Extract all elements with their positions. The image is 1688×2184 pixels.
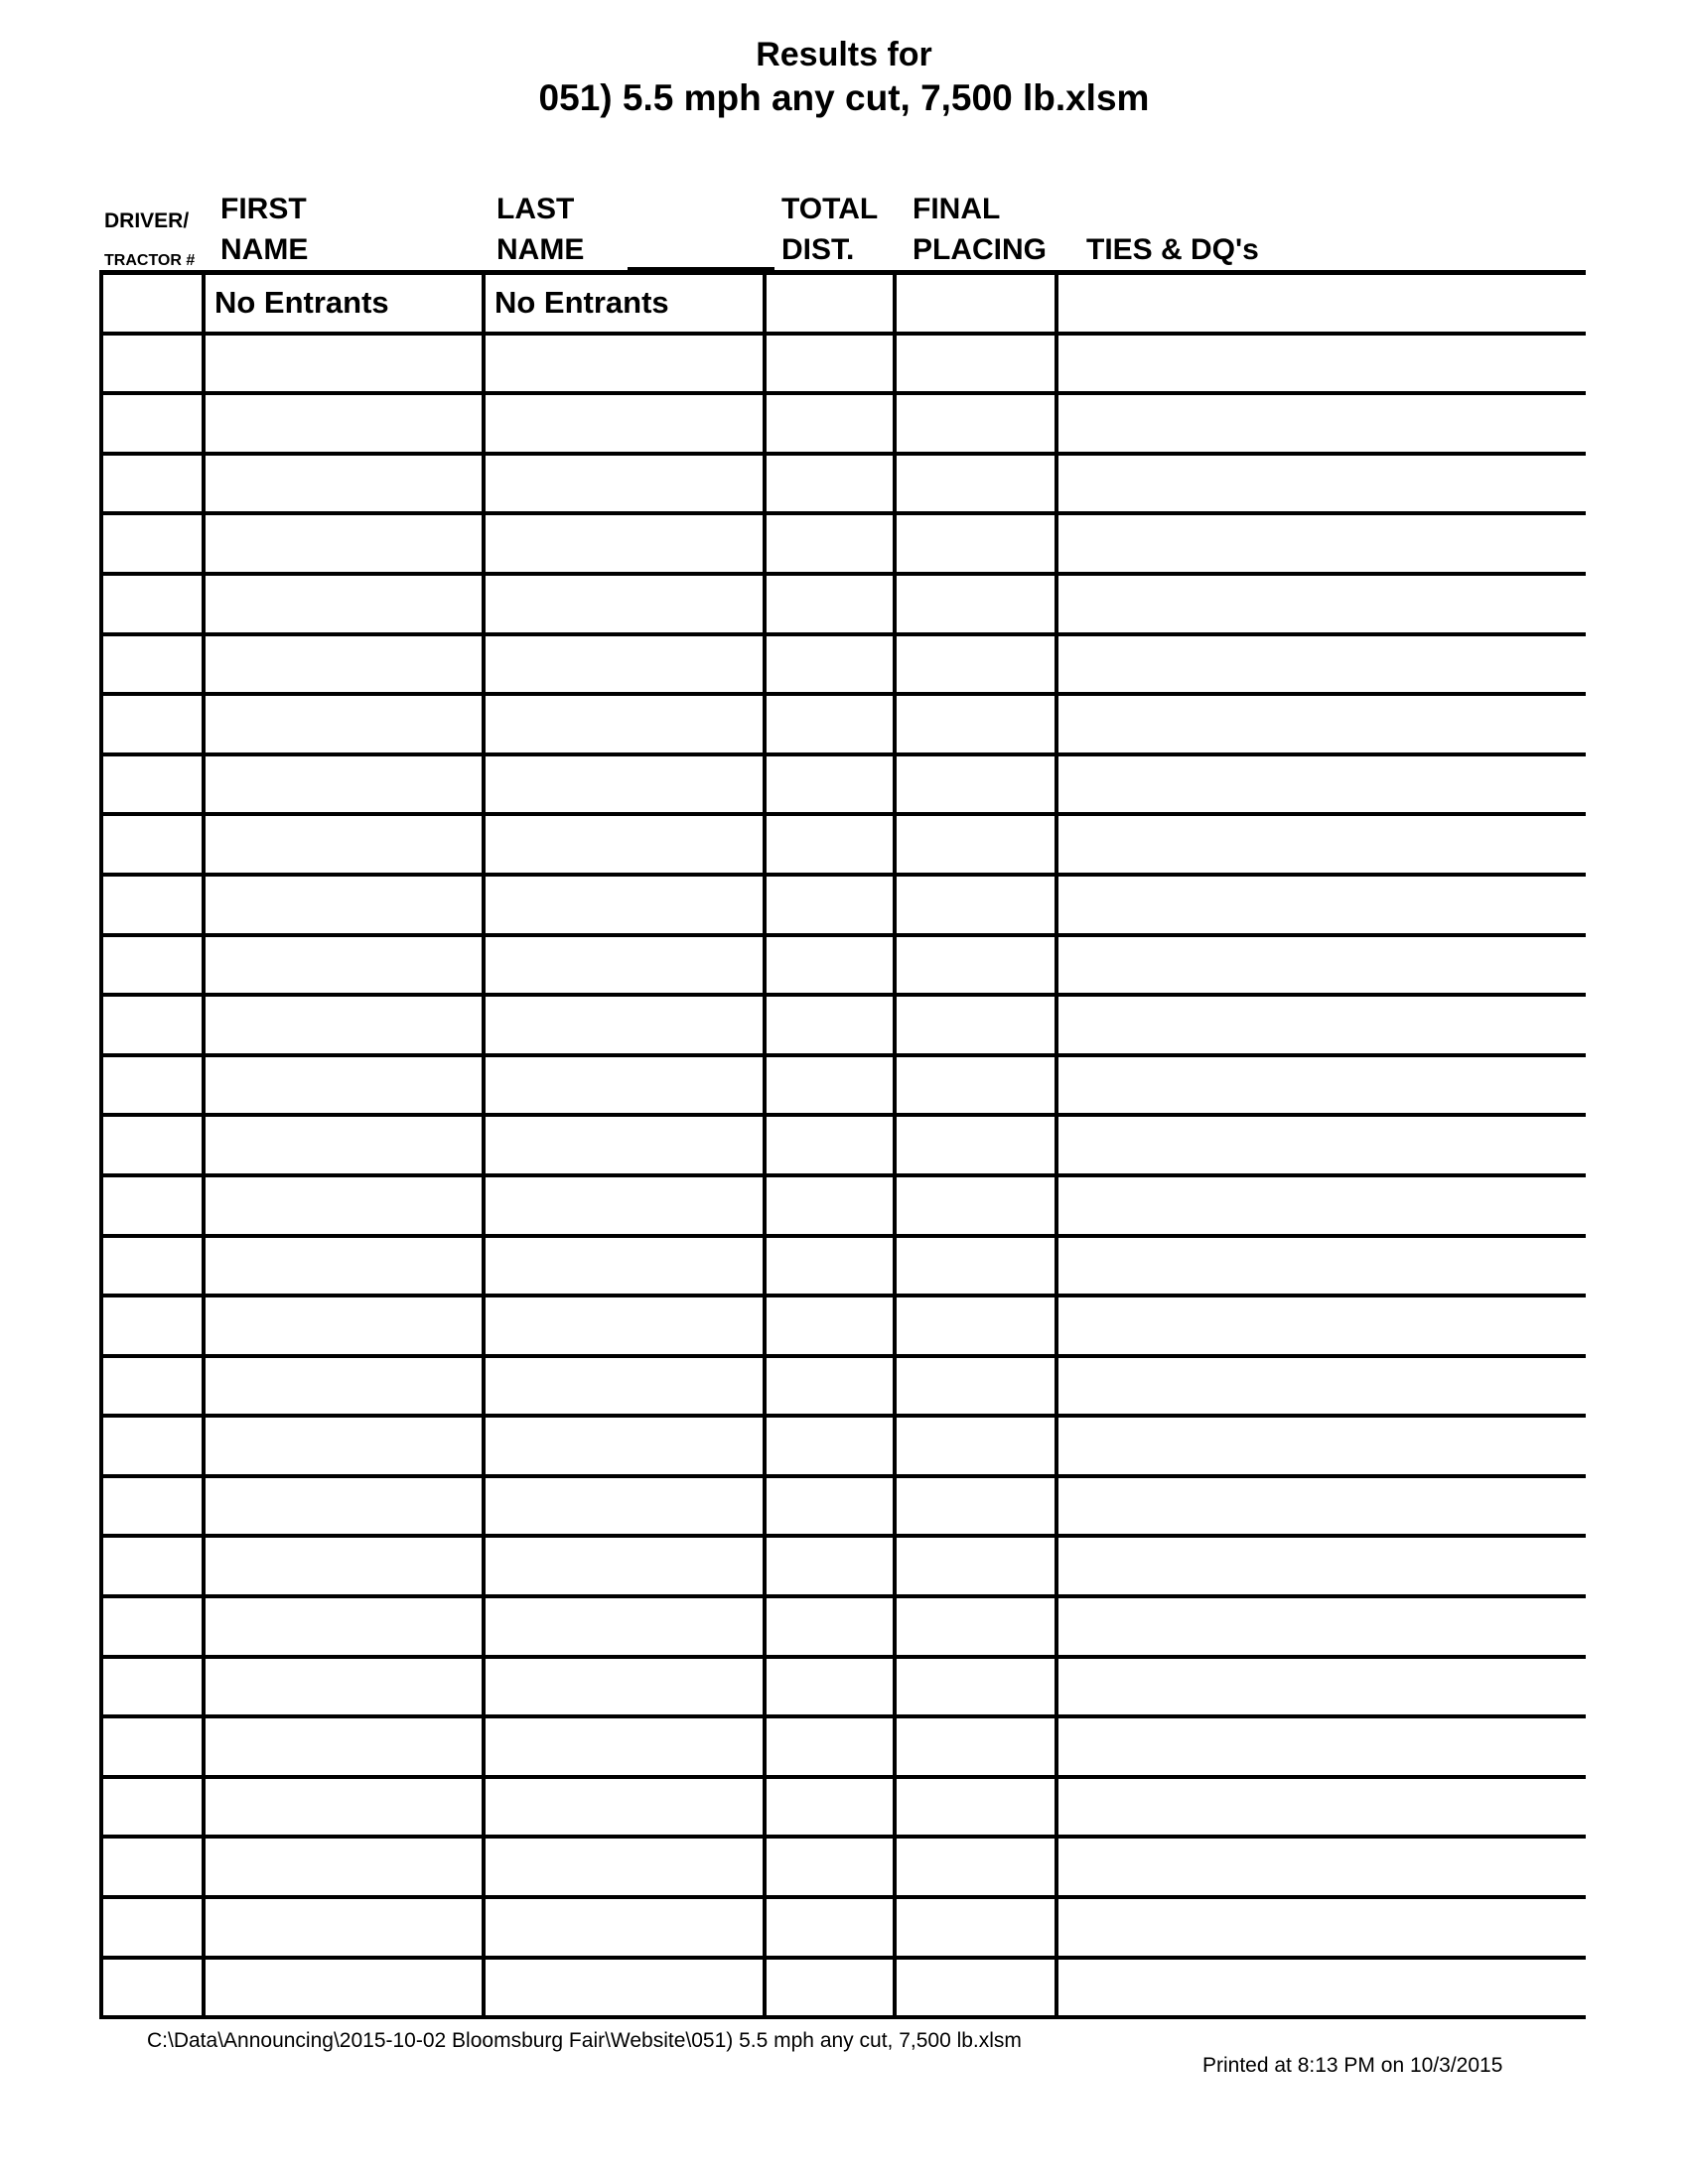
cell-total-dist	[767, 275, 897, 332]
cell-tractor-number	[103, 1478, 206, 1535]
cell-final-placing	[897, 1779, 1058, 1836]
cell-tractor-number	[103, 395, 206, 452]
cell-final-placing	[897, 1598, 1058, 1655]
cell-ties-dqs	[1058, 1177, 1586, 1234]
cell-tractor-number	[103, 1960, 206, 2016]
cell-total-dist	[767, 1960, 897, 2016]
table-row	[103, 576, 1586, 636]
cell-first-name	[206, 997, 486, 1053]
cell-first-name	[206, 937, 486, 994]
cell-first-name	[206, 1960, 486, 2016]
cell-first-name	[206, 1177, 486, 1234]
cell-final-placing	[897, 696, 1058, 752]
cell-final-placing	[897, 756, 1058, 813]
cell-ties-dqs	[1058, 1117, 1586, 1173]
cell-last-name	[486, 1478, 767, 1535]
cell-total-dist	[767, 756, 897, 813]
cell-first-name	[206, 1418, 486, 1474]
table-row	[103, 336, 1586, 396]
cell-last-name	[486, 1418, 767, 1474]
table-row	[103, 515, 1586, 576]
cell-first-name	[206, 1057, 486, 1114]
header-last-name-line1: LAST	[496, 193, 575, 225]
cell-ties-dqs	[1058, 456, 1586, 512]
header-last-name-line2: NAME	[496, 233, 585, 266]
cell-ties-dqs	[1058, 1538, 1586, 1594]
cell-tractor-number	[103, 636, 206, 693]
cell-ties-dqs	[1058, 937, 1586, 994]
cell-total-dist	[767, 1177, 897, 1234]
cell-last-name	[486, 395, 767, 452]
header-driver: DRIVER/	[104, 209, 190, 232]
cell-final-placing	[897, 576, 1058, 632]
cell-tractor-number	[103, 696, 206, 752]
cell-total-dist	[767, 1718, 897, 1775]
cell-final-placing	[897, 1718, 1058, 1775]
cell-ties-dqs	[1058, 1478, 1586, 1535]
footer-printed-timestamp: Printed at 8:13 PM on 10/3/2015	[1202, 2054, 1503, 2077]
table-row	[103, 395, 1586, 456]
cell-total-dist	[767, 1418, 897, 1474]
cell-ties-dqs	[1058, 395, 1586, 452]
cell-tractor-number	[103, 1297, 206, 1354]
cell-first-name	[206, 1358, 486, 1415]
cell-first-name	[206, 515, 486, 572]
cell-last-name	[486, 756, 767, 813]
header-first-name	[220, 189, 308, 270]
table-row	[103, 1659, 1586, 1719]
cell-first-name	[206, 1718, 486, 1775]
cell-final-placing	[897, 1839, 1058, 1895]
cell-ties-dqs	[1058, 1358, 1586, 1415]
cell-total-dist	[767, 937, 897, 994]
cell-first-name	[206, 877, 486, 933]
cell-ties-dqs	[1058, 1779, 1586, 1836]
cell-total-dist	[767, 395, 897, 452]
cell-ties-dqs	[1058, 1057, 1586, 1114]
table-row	[103, 816, 1586, 877]
table-row	[103, 696, 1586, 756]
cell-total-dist	[767, 576, 897, 632]
page-title-line1: Results for	[756, 36, 932, 73]
cell-first-name	[206, 1899, 486, 1956]
cell-total-dist	[767, 816, 897, 873]
cell-total-dist	[767, 1659, 897, 1715]
table-row	[103, 636, 1586, 697]
cell-last-name	[486, 1358, 767, 1415]
cell-final-placing	[897, 1297, 1058, 1354]
header-final-placing-line1: FINAL	[913, 193, 1001, 225]
cell-final-placing	[897, 937, 1058, 994]
table-row	[103, 877, 1586, 937]
cell-ties-dqs	[1058, 1418, 1586, 1474]
table-row	[103, 1718, 1586, 1779]
header-total-dist-line2: DIST.	[781, 233, 855, 266]
footer-file-path: C:\Data\Announcing\2015-10-02 Bloomsburg Fair\Website\051) 5.5 mph any cut, 7,500 lb.xlsm	[147, 2029, 1022, 2052]
cell-total-dist	[767, 336, 897, 392]
cell-last-name	[486, 877, 767, 933]
cell-first-name: No Entrants	[206, 275, 486, 332]
cell-total-dist	[767, 1839, 897, 1895]
cell-tractor-number	[103, 1659, 206, 1715]
table-row	[103, 1478, 1586, 1539]
cell-last-name	[486, 1238, 767, 1295]
cell-final-placing	[897, 1238, 1058, 1295]
cell-last-name: No Entrants	[486, 275, 767, 332]
header-final-placing	[913, 189, 1047, 270]
cell-first-name	[206, 1238, 486, 1295]
cell-first-name	[206, 576, 486, 632]
cell-total-dist	[767, 1117, 897, 1173]
cell-last-name	[486, 336, 767, 392]
table-row	[103, 1117, 1586, 1177]
cell-last-name	[486, 1839, 767, 1895]
cell-ties-dqs	[1058, 576, 1586, 632]
cell-ties-dqs	[1058, 816, 1586, 873]
cell-ties-dqs	[1058, 1899, 1586, 1956]
cell-first-name	[206, 816, 486, 873]
results-table	[99, 270, 1586, 2019]
cell-first-name	[206, 336, 486, 392]
cell-tractor-number	[103, 1779, 206, 1836]
cell-first-name	[206, 1117, 486, 1173]
table-row	[103, 1238, 1586, 1298]
cell-ties-dqs	[1058, 1297, 1586, 1354]
table-row	[103, 1598, 1586, 1659]
cell-final-placing	[897, 816, 1058, 873]
cell-last-name	[486, 1718, 767, 1775]
cell-last-name	[486, 576, 767, 632]
cell-ties-dqs	[1058, 756, 1586, 813]
cell-total-dist	[767, 1779, 897, 1836]
table-row	[103, 1418, 1586, 1478]
cell-first-name	[206, 1538, 486, 1594]
cell-final-placing	[897, 1117, 1058, 1173]
cell-ties-dqs	[1058, 1598, 1586, 1655]
page-title-line2: 051) 5.5 mph any cut, 7,500 lb.xlsm	[538, 77, 1150, 118]
cell-total-dist	[767, 1057, 897, 1114]
table-row	[103, 1177, 1586, 1238]
table-row	[103, 1297, 1586, 1358]
cell-last-name	[486, 1779, 767, 1836]
cell-total-dist	[767, 1598, 897, 1655]
cell-ties-dqs	[1058, 997, 1586, 1053]
cell-final-placing	[897, 1177, 1058, 1234]
cell-final-placing	[897, 1478, 1058, 1535]
cell-tractor-number	[103, 456, 206, 512]
cell-tractor-number	[103, 1538, 206, 1594]
cell-total-dist	[767, 1238, 897, 1295]
table-row	[103, 756, 1586, 817]
cell-final-placing	[897, 997, 1058, 1053]
cell-tractor-number	[103, 1177, 206, 1234]
table-row	[103, 1960, 1586, 2020]
cell-total-dist	[767, 877, 897, 933]
cell-last-name	[486, 1538, 767, 1594]
cell-total-dist	[767, 636, 897, 693]
cell-last-name	[486, 515, 767, 572]
cell-first-name	[206, 1839, 486, 1895]
cell-total-dist	[767, 1538, 897, 1594]
cell-last-name	[486, 1899, 767, 1956]
table-row	[103, 937, 1586, 998]
cell-ties-dqs	[1058, 1839, 1586, 1895]
cell-last-name	[486, 456, 767, 512]
cell-last-name	[486, 1659, 767, 1715]
cell-tractor-number	[103, 1238, 206, 1295]
cell-tractor-number	[103, 1418, 206, 1474]
cell-final-placing	[897, 395, 1058, 452]
header-total-dist-line1: TOTAL	[781, 193, 879, 225]
cell-total-dist	[767, 1899, 897, 1956]
cell-first-name	[206, 696, 486, 752]
cell-final-placing	[897, 1418, 1058, 1474]
cell-last-name	[486, 937, 767, 994]
cell-total-dist	[767, 997, 897, 1053]
cell-last-name	[486, 1177, 767, 1234]
cell-first-name	[206, 1598, 486, 1655]
cell-ties-dqs	[1058, 696, 1586, 752]
cell-last-name	[486, 816, 767, 873]
cell-tractor-number	[103, 1598, 206, 1655]
table-row	[103, 1779, 1586, 1840]
table-row	[103, 456, 1586, 516]
cell-ties-dqs	[1058, 1238, 1586, 1295]
cell-final-placing	[897, 1538, 1058, 1594]
header-last-name	[496, 189, 584, 270]
cell-ties-dqs	[1058, 336, 1586, 392]
cell-tractor-number	[103, 576, 206, 632]
cell-tractor-number	[103, 275, 206, 332]
cell-final-placing	[897, 1960, 1058, 2016]
cell-total-dist	[767, 1358, 897, 1415]
cell-ties-dqs	[1058, 877, 1586, 933]
cell-first-name	[206, 395, 486, 452]
cell-ties-dqs	[1058, 1718, 1586, 1775]
cell-last-name	[486, 1960, 767, 2016]
table-row	[103, 997, 1586, 1057]
cell-ties-dqs	[1058, 275, 1586, 332]
cell-final-placing	[897, 1659, 1058, 1715]
cell-tractor-number	[103, 997, 206, 1053]
cell-tractor-number	[103, 1057, 206, 1114]
cell-tractor-number	[103, 336, 206, 392]
cell-final-placing	[897, 877, 1058, 933]
cell-final-placing	[897, 636, 1058, 693]
cell-tractor-number	[103, 1117, 206, 1173]
cell-total-dist	[767, 515, 897, 572]
header-first-name-line2: NAME	[220, 233, 309, 266]
cell-first-name	[206, 1297, 486, 1354]
cell-last-name	[486, 696, 767, 752]
cell-first-name	[206, 636, 486, 693]
cell-first-name	[206, 1659, 486, 1715]
cell-final-placing	[897, 1358, 1058, 1415]
cell-final-placing	[897, 1057, 1058, 1114]
table-row	[103, 1839, 1586, 1899]
cell-final-placing	[897, 336, 1058, 392]
table-row	[103, 275, 1586, 336]
cell-final-placing	[897, 1899, 1058, 1956]
cell-tractor-number	[103, 515, 206, 572]
cell-tractor-number	[103, 1358, 206, 1415]
table-row	[103, 1899, 1586, 1960]
cell-tractor-number	[103, 877, 206, 933]
cell-ties-dqs	[1058, 1659, 1586, 1715]
cell-ties-dqs	[1058, 515, 1586, 572]
cell-total-dist	[767, 456, 897, 512]
cell-tractor-number	[103, 1718, 206, 1775]
header-ties-dqs: TIES & DQ's	[1086, 233, 1259, 266]
cell-first-name	[206, 456, 486, 512]
table-row	[103, 1538, 1586, 1598]
header-first-name-line1: FIRST	[220, 193, 307, 225]
cell-last-name	[486, 1598, 767, 1655]
cell-ties-dqs	[1058, 636, 1586, 693]
cell-tractor-number	[103, 756, 206, 813]
cell-last-name	[486, 1297, 767, 1354]
table-row	[103, 1358, 1586, 1419]
table-row	[103, 1057, 1586, 1118]
cell-tractor-number	[103, 1839, 206, 1895]
cell-ties-dqs	[1058, 1960, 1586, 2016]
cell-final-placing	[897, 275, 1058, 332]
header-tractor-number: TRACTOR #	[104, 252, 196, 269]
cell-final-placing	[897, 515, 1058, 572]
cell-total-dist	[767, 1297, 897, 1354]
cell-last-name	[486, 636, 767, 693]
header-final-placing-line2: PLACING	[913, 233, 1047, 266]
cell-last-name	[486, 1117, 767, 1173]
cell-final-placing	[897, 456, 1058, 512]
cell-tractor-number	[103, 1899, 206, 1956]
cell-total-dist	[767, 696, 897, 752]
cell-last-name	[486, 997, 767, 1053]
cell-first-name	[206, 1478, 486, 1535]
cell-total-dist	[767, 1478, 897, 1535]
header-total-dist	[781, 189, 878, 270]
page-title	[0, 34, 1688, 119]
cell-last-name	[486, 1057, 767, 1114]
cell-first-name	[206, 756, 486, 813]
cell-tractor-number	[103, 937, 206, 994]
cell-first-name	[206, 1779, 486, 1836]
cell-tractor-number	[103, 816, 206, 873]
